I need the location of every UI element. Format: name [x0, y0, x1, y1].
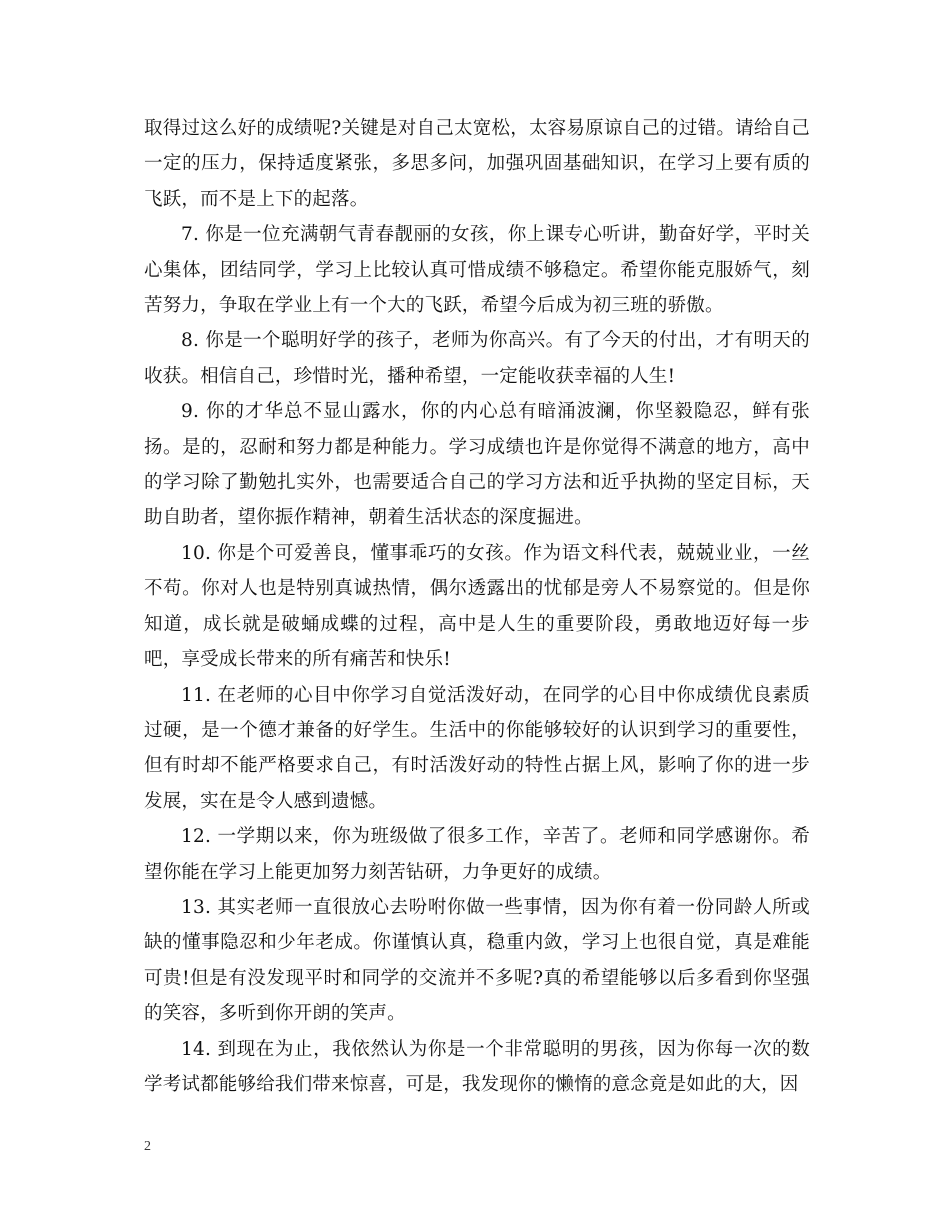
paragraph-14: 14. 到现在为止，我依然认为你是一个非常聪明的男孩，因为你每一次的数学考试都能够给我们带来惊喜，可是，我发现你的懒惰的意念竟是如此的大，因 [144, 1038, 810, 1095]
paragraph-12: 12. 一学期以来，你为班级做了很多工作，辛苦了。老师和同学感谢你。希望你能在学习上能更加努力刻苦钻研，力争更好的成绩。 [144, 826, 810, 883]
paragraph-10: 10. 你是个可爱善良，懂事乖巧的女孩。作为语文科代表，兢兢业业，一丝不苟。你对人也是特别真诚热情，偶尔透露出的忧郁是旁人不易察觉的。但是你知道，成长就是破蛹成蝶的过程，高中是人生的重要阶段，勇敢地迈好每一步吧，享受成长带来的所有痛苦和快乐! [144, 542, 810, 671]
page-number: 2 [144, 1139, 151, 1154]
paragraph-7: 7. 你是一位充满朝气青春靓丽的女孩，你上课专心听讲，勤奋好学，平时关心集体，团结同学，学习上比较认真可惜成绩不够稳定。希望你能克服娇气，刻苦努力，争取在学业上有一个大的飞跃，希望今后成为初三班的骄傲。 [144, 224, 810, 317]
paragraph-11: 11. 在老师的心目中你学习自觉活泼好动，在同学的心目中你成绩优良素质过硬，是一个德才兼备的好学生。生活中的你能够较好的认识到学习的重要性，但有时却不能严格要求自己，有时活泼好动的特性占据上风，影响了你的进一步发展，实在是令人感到遗憾。 [144, 684, 810, 812]
paragraph-9: 9. 你的才华总不显山露水，你的内心总有暗涌波澜，你坚毅隐忍，鲜有张扬。是的，忍耐和努力都是种能力。学习成绩也许是你觉得不满意的地方，高中的学习除了勤勉扎实外，也需要适合自己的学习方法和近乎执拗的坚定目标，天助自助者，望你振作精神，朝着生活状态的深度掘进。 [144, 401, 810, 529]
paragraph-continued: 取得过这么好的成绩呢?关键是对自己太宽松，太容易原谅自己的过错。请给自己一定的压力，保持适度紧张，多思多问，加强巩固基础知识，在学习上要有质的飞跃，而不是上下的起落。 [144, 118, 810, 210]
paragraph-8: 8. 你是一个聪明好学的孩子，老师为你高兴。有了今天的付出，才有明天的收获。相信自己，珍惜时光，播种希望，一定能收获幸福的人生! [144, 330, 810, 387]
paragraph-13: 13. 其实老师一直很放心去吩咐你做一些事情，因为你有着一份同龄人所或缺的懂事隐忍和少年老成。你谨慎认真，稳重内敛，学习上也很自觉，真是难能可贵!但是有没发现平时和同学的交流并不多呢?真的希望能够以后多看到你坚强的笑容，多听到你开朗的笑声。 [144, 896, 810, 1025]
document-body [144, 111, 810, 1102]
